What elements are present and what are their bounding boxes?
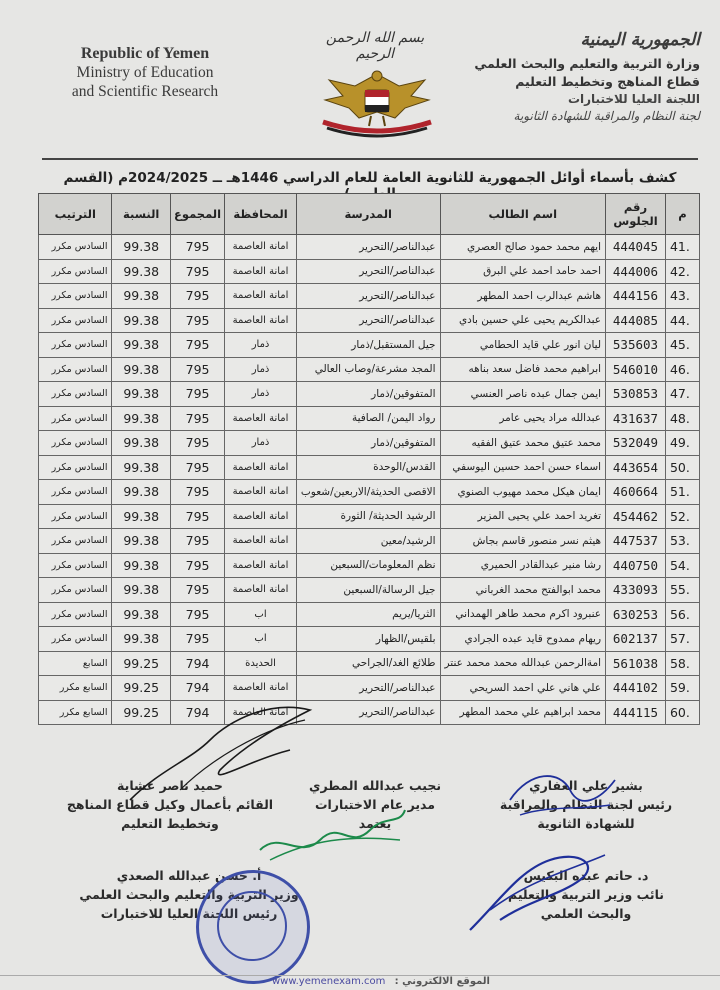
page-footer — [0, 975, 720, 990]
website-link[interactable]: www.yemenexam.com — [272, 976, 386, 987]
row-number-cell: 48. — [665, 406, 699, 431]
student-name-cell: محمد عتيق محمد عتيق الفقيه — [440, 431, 606, 456]
header-en-ministry: Ministry of Education — [76, 64, 214, 81]
school-name-cell: عبدالناصر/التحرير — [296, 284, 440, 309]
percentage-cell: 99.38 — [112, 333, 170, 358]
table-row — [39, 333, 700, 358]
rank-cell: السابع — [39, 651, 112, 676]
percentage-cell: 99.38 — [112, 284, 170, 309]
table-row — [39, 676, 700, 701]
signatory-name: د. حاتم عبده البكيس — [523, 868, 649, 883]
total-score-cell: 795 — [170, 480, 224, 505]
signatory-title: رئيس اللجنة العليا للاختبارات — [100, 906, 278, 921]
seat-number-cell: 546010 — [606, 357, 666, 382]
percentage-cell: 99.38 — [112, 504, 170, 529]
rank-cell: السادس مكرر — [39, 455, 112, 480]
table-body — [39, 235, 700, 725]
stamp-inner-ring — [217, 891, 287, 961]
seat-number-cell: 444085 — [606, 308, 666, 333]
table-row — [39, 651, 700, 676]
seat-number-cell: 630253 — [606, 602, 666, 627]
yemen-eagle-emblem-icon — [315, 66, 439, 142]
governorate-cell: اب — [225, 627, 297, 652]
header-ar-country: الجمهورية اليمنية — [580, 30, 700, 50]
total-score-cell: 795 — [170, 504, 224, 529]
student-name-cell: علي هاني علي احمد السريحي — [440, 676, 606, 701]
school-name-cell: الاقصى الحديثة/الاربعين/شعوب — [296, 480, 440, 505]
row-number-cell: 57. — [665, 627, 699, 652]
col-header-pct: النسبة — [112, 194, 170, 235]
student-name-cell: احمد حامد احمد علي البرق — [440, 259, 606, 284]
table-row — [39, 357, 700, 382]
row-number-cell: 58. — [665, 651, 699, 676]
student-name-cell: عنبرود اكرم محمد طاهر الهمداني — [440, 602, 606, 627]
total-score-cell: 795 — [170, 602, 224, 627]
percentage-cell: 99.38 — [112, 529, 170, 554]
signatory-name: بشير علي الغفاري — [529, 778, 643, 793]
total-score-cell: 794 — [170, 700, 224, 725]
total-score-cell: 795 — [170, 553, 224, 578]
signature-block-curricula-deputy — [60, 776, 280, 833]
signatory-title: للشهادة الثانوية — [537, 816, 635, 831]
student-name-cell: ابراهيم محمد فاضل سعد بناهه — [440, 357, 606, 382]
table-row — [39, 382, 700, 407]
governorate-cell: امانة العاصمة — [225, 284, 297, 309]
header-en-ministry-2: and Scientific Research — [71, 83, 219, 100]
student-name-cell: عبدالكريم يحيى علي حسين بادي — [440, 308, 606, 333]
table-row — [39, 578, 700, 603]
percentage-cell: 99.38 — [112, 259, 170, 284]
col-header-name: اسم الطالب — [440, 194, 606, 235]
seat-number-cell: 530853 — [606, 382, 666, 407]
student-name-cell: عبدالله مراد يحيى عامر — [440, 406, 606, 431]
seat-number-cell: 444006 — [606, 259, 666, 284]
table-row — [39, 529, 700, 554]
percentage-cell: 99.25 — [112, 700, 170, 725]
rank-cell: السادس مكرر — [39, 553, 112, 578]
row-number-cell: 41. — [665, 235, 699, 260]
arabic-header — [460, 30, 700, 126]
website-label: الموقع الالكتروني : — [394, 976, 490, 987]
signatory-name: نجيب عبدالله المطري — [308, 778, 442, 793]
row-number-cell: 56. — [665, 602, 699, 627]
school-name-cell: الرشيد/معين — [296, 529, 440, 554]
total-score-cell: 795 — [170, 259, 224, 284]
rank-cell: السادس مكرر — [39, 578, 112, 603]
school-name-cell: طلائع الغد/الجراحي — [296, 651, 440, 676]
percentage-cell: 99.38 — [112, 578, 170, 603]
school-name-cell: جيل الرسالة/السبعين — [296, 578, 440, 603]
student-name-cell: تغريد احمد علي يحيى المزير — [440, 504, 606, 529]
col-header-num: م — [665, 194, 699, 235]
school-name-cell: بلقيس/الظهار — [296, 627, 440, 652]
document-title: كشف بأسماء أوائل الجمهورية للثانوية العامة للعام الدراسي 1446هـ ــ 2024/2025م (القسم — [63, 170, 677, 186]
table-row — [39, 602, 700, 627]
seat-number-cell: 460664 — [606, 480, 666, 505]
rank-cell: السادس مكرر — [39, 431, 112, 456]
header-ar-subcommittee: لجنة النظام والمراقبة للشهادة الثانوية — [513, 109, 700, 123]
row-number-cell: 47. — [665, 382, 699, 407]
school-name-cell: عبدالناصر/التحرير — [296, 700, 440, 725]
school-name-cell: عبدالناصر/التحرير — [296, 259, 440, 284]
rank-cell: السادس مكرر — [39, 406, 112, 431]
governorate-cell: امانة العاصمة — [225, 529, 297, 554]
ministry-stamp-icon — [196, 870, 310, 984]
total-score-cell: 795 — [170, 406, 224, 431]
seat-number-cell: 433093 — [606, 578, 666, 603]
governorate-cell: اب — [225, 602, 297, 627]
row-number-cell: 49. — [665, 431, 699, 456]
school-name-cell: المتفوقين/ذمار — [296, 382, 440, 407]
header-ar-ministry: وزارة التربية والتعليم والبحث العلمي — [474, 56, 700, 71]
header-divider — [42, 158, 698, 160]
school-name-cell: الرشيد الحديثة/ الثورة — [296, 504, 440, 529]
total-score-cell: 795 — [170, 333, 224, 358]
header-ar-sector: قطاع المناهج وتخطيط التعليم — [515, 74, 700, 89]
governorate-cell: الحديدة — [225, 651, 297, 676]
signatory-title: نائب وزير التربية والتعليم — [508, 887, 664, 902]
english-header — [55, 44, 235, 101]
row-number-cell: 60. — [665, 700, 699, 725]
row-number-cell: 46. — [665, 357, 699, 382]
student-name-cell: ايمن جمال عبده ناصر العنسي — [440, 382, 606, 407]
total-score-cell: 795 — [170, 308, 224, 333]
row-number-cell: 44. — [665, 308, 699, 333]
governorate-cell: ذمار — [225, 333, 297, 358]
col-header-seat: رقم الجلوس — [606, 194, 666, 235]
percentage-cell: 99.38 — [112, 406, 170, 431]
total-score-cell: 795 — [170, 357, 224, 382]
governorate-cell: امانة العاصمة — [225, 308, 297, 333]
rank-cell: السادس مكرر — [39, 504, 112, 529]
row-number-cell: 55. — [665, 578, 699, 603]
percentage-cell: 99.38 — [112, 455, 170, 480]
seat-number-cell: 443654 — [606, 455, 666, 480]
total-score-cell: 795 — [170, 578, 224, 603]
seat-number-cell: 535603 — [606, 333, 666, 358]
rank-cell: السادس مكرر — [39, 284, 112, 309]
row-number-cell: 43. — [665, 284, 699, 309]
total-score-cell: 795 — [170, 284, 224, 309]
school-name-cell: القدس/الوحدة — [296, 455, 440, 480]
table-row — [39, 284, 700, 309]
total-score-cell: 795 — [170, 235, 224, 260]
school-name-cell: نظم المعلومات/السبعين — [296, 553, 440, 578]
seat-number-cell: 444045 — [606, 235, 666, 260]
signatory-title: وزير التربية والتعليم والبحث العلمي — [79, 887, 299, 902]
governorate-cell: امانة العاصمة — [225, 504, 297, 529]
basmala-text: بسم الله الرحمن الرحيم — [325, 30, 425, 62]
governorate-cell: امانة العاصمة — [225, 676, 297, 701]
seat-number-cell: 431637 — [606, 406, 666, 431]
rank-cell: السادس مكرر — [39, 259, 112, 284]
percentage-cell: 99.38 — [112, 627, 170, 652]
percentage-cell: 99.38 — [112, 235, 170, 260]
student-name-cell: محمد ابراهيم علي محمد المطهر — [440, 700, 606, 725]
seat-number-cell: 444102 — [606, 676, 666, 701]
rank-cell: السادس مكرر — [39, 308, 112, 333]
governorate-cell: امانة العاصمة — [225, 578, 297, 603]
row-number-cell: 50. — [665, 455, 699, 480]
table-row — [39, 406, 700, 431]
rank-cell: السادس مكرر — [39, 602, 112, 627]
rank-cell: السادس مكرر — [39, 529, 112, 554]
seat-number-cell: 532049 — [606, 431, 666, 456]
col-header-total: المجموع — [170, 194, 224, 235]
percentage-cell: 99.38 — [112, 480, 170, 505]
table-row — [39, 627, 700, 652]
school-name-cell: رواد اليمن/ الصافية — [296, 406, 440, 431]
row-number-cell: 52. — [665, 504, 699, 529]
signatory-title: مدير عام الاختبارات — [314, 797, 436, 812]
rank-cell: السابع مكرر — [39, 700, 112, 725]
percentage-cell: 99.25 — [112, 651, 170, 676]
table-row — [39, 259, 700, 284]
signature-block-deputy-minister — [476, 866, 696, 923]
rank-cell: السادس مكرر — [39, 357, 112, 382]
student-name-cell: اسماء حسن احمد حسين اليوسفي — [440, 455, 606, 480]
signatory-name: أ. حسن عبدالله الصعدي — [116, 868, 262, 883]
rank-cell: السادس مكرر — [39, 333, 112, 358]
rank-cell: السادس مكرر — [39, 235, 112, 260]
row-number-cell: 54. — [665, 553, 699, 578]
school-name-cell: عبدالناصر/التحرير — [296, 676, 440, 701]
total-score-cell: 795 — [170, 382, 224, 407]
seat-number-cell: 440750 — [606, 553, 666, 578]
student-name-cell: ليان انور علي قايد الحطامي — [440, 333, 606, 358]
percentage-cell: 99.38 — [112, 431, 170, 456]
governorate-cell: امانة العاصمة — [225, 455, 297, 480]
student-name-cell: رشا منير عبدالقادر الحميري — [440, 553, 606, 578]
row-number-cell: 45. — [665, 333, 699, 358]
signature-block-exams-director — [290, 776, 460, 833]
table-row — [39, 235, 700, 260]
percentage-cell: 99.38 — [112, 602, 170, 627]
total-score-cell: 794 — [170, 651, 224, 676]
results-table — [38, 193, 700, 725]
signatory-title: يعتمد — [358, 816, 392, 831]
rank-cell: السادس مكرر — [39, 627, 112, 652]
row-number-cell: 53. — [665, 529, 699, 554]
school-name-cell: جيل المستقبل/ذمار — [296, 333, 440, 358]
school-name-cell: المتفوقين/ذمار — [296, 431, 440, 456]
table-row — [39, 431, 700, 456]
signatory-title: رئيس لجنة النظام والمراقبة — [499, 797, 673, 812]
percentage-cell: 99.38 — [112, 553, 170, 578]
percentage-cell: 99.38 — [112, 382, 170, 407]
governorate-cell: ذمار — [225, 431, 297, 456]
total-score-cell: 795 — [170, 627, 224, 652]
student-name-cell: ايمان هيكل محمد مهيوب الصنوي — [440, 480, 606, 505]
governorate-cell: ذمار — [225, 357, 297, 382]
student-name-cell: هيثم نسر منصور قاسم بجاش — [440, 529, 606, 554]
col-header-school: المدرسة — [296, 194, 440, 235]
row-number-cell: 51. — [665, 480, 699, 505]
student-name-cell: ريهام ممدوح قايد عبده الجرادي — [440, 627, 606, 652]
school-name-cell: عبدالناصر/التحرير — [296, 308, 440, 333]
signatory-title: والبحث العلمي — [540, 906, 632, 921]
signatory-name: حميد ناصر غشاية — [117, 778, 223, 793]
table-row — [39, 553, 700, 578]
col-header-gov: المحافظة — [225, 194, 297, 235]
row-number-cell: 42. — [665, 259, 699, 284]
rank-cell: السادس مكرر — [39, 382, 112, 407]
row-number-cell: 59. — [665, 676, 699, 701]
signature-block-control-head — [486, 776, 686, 833]
governorate-cell: امانة العاصمة — [225, 700, 297, 725]
total-score-cell: 795 — [170, 529, 224, 554]
signatory-title: وتخطيط التعليم — [121, 816, 219, 831]
school-name-cell: عبدالناصر/التحرير — [296, 235, 440, 260]
col-header-rank: الترتيب — [39, 194, 112, 235]
table-header-row — [39, 194, 700, 235]
rank-cell: السابع مكرر — [39, 676, 112, 701]
header-en-country: Republic of Yemen — [80, 45, 210, 62]
school-name-cell: الثريا/يريم — [296, 602, 440, 627]
percentage-cell: 99.38 — [112, 308, 170, 333]
rank-cell: السادس مكرر — [39, 480, 112, 505]
table-row — [39, 700, 700, 725]
governorate-cell: امانة العاصمة — [225, 235, 297, 260]
governorate-cell: ذمار — [225, 382, 297, 407]
table-row — [39, 504, 700, 529]
table-row — [39, 455, 700, 480]
total-score-cell: 794 — [170, 676, 224, 701]
student-name-cell: محمد ابوالفتح محمد الغرباني — [440, 578, 606, 603]
governorate-cell: امانة العاصمة — [225, 553, 297, 578]
seat-number-cell: 444156 — [606, 284, 666, 309]
seat-number-cell: 454462 — [606, 504, 666, 529]
student-name-cell: امةالرحمن عبدالله محمد محمد عنتر — [440, 651, 606, 676]
header-ar-committee: اللجنة العليا للاختبارات — [567, 92, 700, 106]
signatory-title: القائم بأعمال وكيل قطاع المناهج — [66, 797, 274, 812]
governorate-cell: امانة العاصمة — [225, 259, 297, 284]
seat-number-cell: 444115 — [606, 700, 666, 725]
percentage-cell: 99.25 — [112, 676, 170, 701]
percentage-cell: 99.38 — [112, 357, 170, 382]
governorate-cell: امانة العاصمة — [225, 480, 297, 505]
seat-number-cell: 447537 — [606, 529, 666, 554]
student-name-cell: هاشم عبدالرب احمد المطهر — [440, 284, 606, 309]
seat-number-cell: 561038 — [606, 651, 666, 676]
seat-number-cell: 602137 — [606, 627, 666, 652]
governorate-cell: امانة العاصمة — [225, 406, 297, 431]
total-score-cell: 795 — [170, 431, 224, 456]
table-row — [39, 308, 700, 333]
school-name-cell: المجد مشرعة/وصاب العالي — [296, 357, 440, 382]
student-name-cell: ايهم محمد حمود صالح العصري — [440, 235, 606, 260]
total-score-cell: 795 — [170, 455, 224, 480]
table-row — [39, 480, 700, 505]
